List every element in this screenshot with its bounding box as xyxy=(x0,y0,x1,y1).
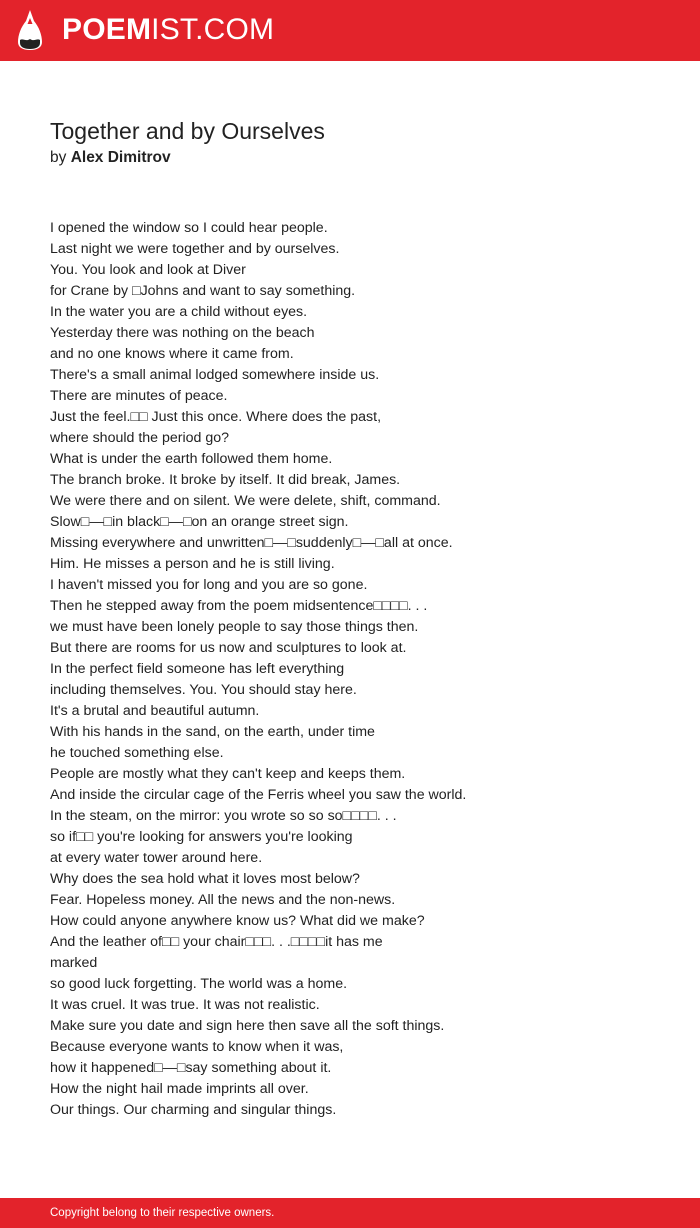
pen-nib-icon[interactable] xyxy=(17,9,43,51)
poem-line: It's a brutal and beautiful autumn. xyxy=(50,703,260,719)
poem-line: It was cruel. It was true. It was not realistic. xyxy=(50,997,320,1013)
site-footer xyxy=(0,1198,700,1228)
poem-line: Missing everywhere and unwritten□—□suddenly□—□all at once. xyxy=(50,535,453,551)
poem-line: I haven't missed you for long and you are so gone. xyxy=(50,577,368,593)
poem-line: marked xyxy=(50,955,98,971)
poem-line: I opened the window so I could hear people. xyxy=(50,220,328,236)
site-header xyxy=(0,0,700,61)
by-label: by xyxy=(50,149,67,166)
poem-line: we must have been lonely people to say those things then. xyxy=(50,619,419,635)
poem-line: and no one knows where it came from. xyxy=(50,346,294,362)
poem-line: In the steam, on the mirror: you wrote so so so□□□□. . . xyxy=(50,808,397,824)
poem-line: Just the feel.□□ Just this once. Where does the past, xyxy=(50,409,382,425)
poem-body xyxy=(50,218,670,1121)
poem-line: Fear. Hopeless money. All the news and the non-news. xyxy=(50,892,396,908)
poem-line: how it happened□—□say something about it. xyxy=(50,1060,332,1076)
poem-line: You. You look and look at Diver xyxy=(50,262,246,278)
poem-line: where should the period go? xyxy=(50,430,230,446)
poem-line: Last night we were together and by ourselves. xyxy=(50,241,340,257)
poem-title: Together and by Ourselves xyxy=(50,118,325,144)
poem-line: With his hands in the sand, on the earth, under time xyxy=(50,724,375,740)
poem-line: so if□□ you're looking for answers you're looking xyxy=(50,829,353,845)
poem-line: Our things. Our charming and singular things. xyxy=(50,1102,337,1118)
poem-line: The branch broke. It broke by itself. It did break, James. xyxy=(50,472,401,488)
poem-line: Then he stepped away from the poem midsentence□□□□. . . xyxy=(50,598,428,614)
poem-line: There's a small animal lodged somewhere inside us. xyxy=(50,367,380,383)
poem-line: including themselves. You. You should stay here. xyxy=(50,682,357,698)
poem-line: for Crane by □Johns and want to say something. xyxy=(50,283,356,299)
poem-line: How the night hail made imprints all over. xyxy=(50,1081,309,1097)
poem-line: But there are rooms for us now and sculptures to look at. xyxy=(50,640,407,656)
poem-line: Him. He misses a person and he is still living. xyxy=(50,556,335,572)
poem-line: Slow□—□in black□—□on an orange street sign. xyxy=(50,514,349,530)
poem-line: How could anyone anywhere know us? What did we make? xyxy=(50,913,425,929)
poem-line: Why does the sea hold what it loves most below? xyxy=(50,871,360,887)
poem-line: There are minutes of peace. xyxy=(50,388,228,404)
author-name: Alex Dimitrov xyxy=(70,149,171,166)
poem-line: We were there and on silent. We were delete, shift, command. xyxy=(50,493,441,509)
copyright-notice: Copyright belong to their respective owners. xyxy=(50,1207,275,1219)
logo-light-text: IST.COM xyxy=(151,13,275,46)
site-logo[interactable] xyxy=(62,12,274,48)
poem-line: And the leather of□□ your chair□□□. . .□□□□it has me xyxy=(50,934,383,950)
poem-line: In the water you are a child without eyes. xyxy=(50,304,308,320)
poem-line: at every water tower around here. xyxy=(50,850,263,866)
poem-line: Because everyone wants to know when it was, xyxy=(50,1039,344,1055)
poem-line: Make sure you date and sign here then save all the soft things. xyxy=(50,1018,445,1034)
poem-line: People are mostly what they can't keep and keeps them. xyxy=(50,766,406,782)
poem-line: he touched something else. xyxy=(50,745,224,761)
poem-line: In the perfect field someone has left everything xyxy=(50,661,345,677)
byline xyxy=(50,148,171,168)
logo-bold-text: POEM xyxy=(62,13,152,46)
poem-line: so good luck forgetting. The world was a home. xyxy=(50,976,348,992)
poem-line: And inside the circular cage of the Ferris wheel you saw the world. xyxy=(50,787,467,803)
poem-line: What is under the earth followed them home. xyxy=(50,451,333,467)
poem-line: Yesterday there was nothing on the beach xyxy=(50,325,315,341)
